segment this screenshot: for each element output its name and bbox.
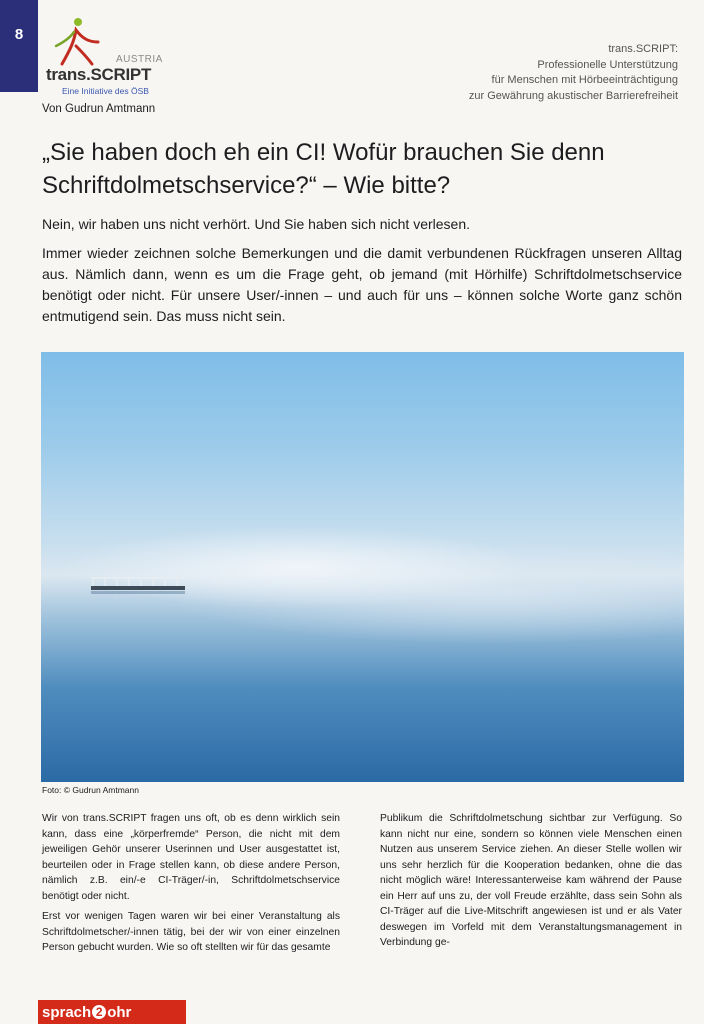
figure-logo-icon — [52, 16, 112, 68]
body-left-paragraph-1: Wir von trans.SCRIPT fragen uns oft, ob es denn wirklich sein kann, dass eine „körperfremde“ Person, die nicht mit dem jeweiligen Gehör unserer Userinnen und User ausgestattet ist, beurteilen oder in Frage stellen kann, ob diese andere Person, nämlich z.B. ein/-e CI-Träger/-in, Schriftdolmetschservice benötigt oder nicht. — [42, 813, 340, 902]
body-column-left — [42, 811, 340, 961]
header-line-4: zur Gewährung akustischer Barrierefreiheit — [468, 89, 678, 102]
body-right-paragraph-1: Publikum die Schriftdolmetschung sichtbar zur Verfügung. So kann nicht nur eine, sondern so können viele Menschen einen Nutzen aus unserem Service ziehen. An dieser Stelle wollen wir uns sehr herzlich für die Kooperation bedanken, ohne die das nicht möglich wäre! Interessanterweise kam während der Pause ein Herr auf uns zu, der voll Freude erzählte, dass sein Sohn als CI-Träger auf die Live-Mitschrift angewiesen ist und er als Vater deswegen im Vorfeld mit dem Veranstaltungsmanagement in Verbindung ge- — [380, 813, 682, 948]
header-description — [469, 42, 678, 104]
footer-logo-left: sprach — [42, 1003, 92, 1021]
photo-caption: Foto: © Gudrun Amtmann — [42, 785, 139, 795]
logo-austria: AUSTRIA — [116, 54, 163, 65]
pier-image — [89, 574, 187, 604]
body-column-right — [380, 811, 682, 956]
article-lead: Immer wieder zeichnen solche Bemerkungen und die damit verbundenen Rückfragen unseren Alltag aus. Nämlich dann, wenn es um die Frage geht, ob jemand (mit Hörhilfe) Schriftdolmetschservice benötigt oder nicht. Für unsere User/-innen – und auch für uns – können solche Worte ganz schön entmutigend sein. Das muss nicht sein. — [42, 245, 682, 324]
header-line-3: für Menschen mit Hörbeeinträchtigung — [491, 74, 678, 86]
lake-photo — [41, 352, 684, 782]
page-number-tab — [0, 0, 38, 92]
sprach2ohr-logo — [38, 1000, 186, 1024]
author-line: Von Gudrun Amtmann — [42, 103, 156, 115]
page-number: 8 — [14, 26, 24, 43]
header-line-1: trans.SCRIPT: — [608, 43, 678, 55]
header-line-2: Professionelle Unterstützung — [537, 58, 678, 71]
logo-tagline: Eine Initiative des ÖSB — [62, 86, 149, 96]
article-intro: Nein, wir haben uns nicht verhört. Und Sie haben sich nicht verlesen. — [42, 216, 471, 232]
logo-brand: trans.SCRIPT — [46, 65, 152, 84]
body-left-paragraph-2: Erst vor wenigen Tagen waren wir bei einer Veranstaltung als Schriftdolmetscher/-innen tätig, bei der wir von einer einzelnen Person gebucht wurden. Wie so oft stellten wir für das gesamte — [42, 911, 340, 953]
transscript-logo — [46, 16, 166, 96]
article-title: „Sie haben doch eh ein CI! Wofür brauchen Sie denn Schriftdolmetschservice?“ – Wie bitte? — [42, 139, 605, 199]
footer-logo-mid: 2 — [92, 1005, 106, 1019]
footer-logo-right: ohr — [107, 1003, 132, 1021]
